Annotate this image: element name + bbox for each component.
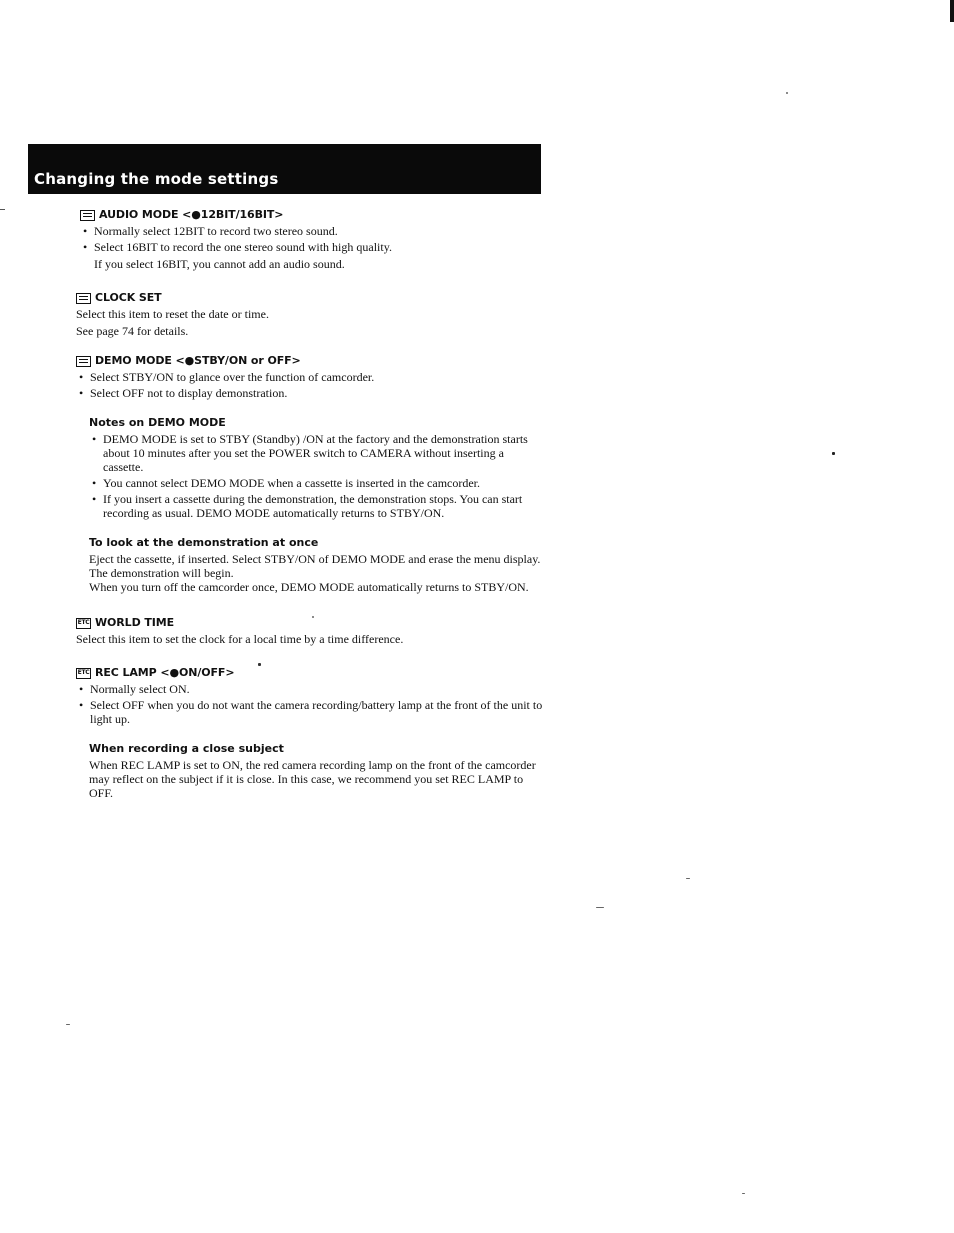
scan-speck [66,1024,70,1025]
demo-mode-section [76,354,546,594]
rec-lamp-list [76,682,546,726]
close-subject-text: When REC LAMP is set to ON, the red camera recording lamp on the front of the camcorder may reflect on the subject if it is close. In this case, we recommend you set REC LAMP to OFF. [89,758,536,800]
list-item: • Select OFF when you do not want the camera recording/battery lamp at the front of the unit to light up. [76,698,546,726]
tape-menu-icon [80,210,95,221]
world-time-heading [76,616,546,630]
setup-menu-icon [76,356,91,367]
scan-speck [832,452,835,455]
close-subject-heading: When recording a close subject [89,742,284,755]
demo-mode-title: DEMO MODE <●STBY/ON or OFF> [95,354,301,367]
clock-set-text: Select this item to reset the date or time. [76,307,269,321]
demo-look-at-once [89,536,546,594]
clock-set-heading [76,291,546,305]
audio-mode-section [80,208,546,271]
scan-speck [312,616,314,618]
demo-notes-heading: Notes on DEMO MODE [89,416,226,429]
clock-set-title: CLOCK SET [95,291,162,304]
rec-lamp-heading [76,666,546,680]
list-item: • You cannot select DEMO MODE when a cassette is inserted in the camcorder. [89,476,546,490]
scan-speck [596,907,604,908]
demo-mode-heading [76,354,546,368]
page-title: Changing the mode settings [34,170,279,188]
rec-lamp-close-subject [89,742,546,800]
clock-set-section [76,291,546,338]
page-edge-mark [950,0,954,22]
audio-mode-note: If you select 16BIT, you cannot add an audio sound. [94,257,345,271]
section-header-bar [28,144,541,194]
etc-menu-icon: ETC [76,668,91,679]
audio-mode-list [80,224,546,254]
scan-speck [786,92,788,94]
demo-look-heading: To look at the demonstration at once [89,536,319,549]
list-item: • DEMO MODE is set to STBY (Standby) /ON at the factory and the demonstration starts about 10 minutes after you set the POWER switch to CAMERA without inserting a cassette. [89,432,546,474]
demo-mode-list [76,370,546,400]
list-item: • Normally select ON. [76,682,546,696]
demo-notes-list [89,432,546,520]
rec-lamp-title: REC LAMP <●ON/OFF> [95,666,235,679]
list-item: • Select OFF not to display demonstration. [76,386,546,400]
list-item: • Select STBY/ON to glance over the function of camcorder. [76,370,546,384]
page-edge-tick [0,209,5,210]
list-item: • Normally select 12BIT to record two stereo sound. [80,224,546,238]
document-body [76,208,546,814]
scan-speck [742,1193,745,1194]
setup-menu-icon [76,293,91,304]
scan-speck [686,878,690,879]
audio-mode-heading [80,208,546,222]
world-time-title: WORLD TIME [95,616,174,629]
world-time-text: Select this item to set the clock for a local time by a time difference. [76,632,404,646]
clock-set-reference: See page 74 for details. [76,324,189,338]
world-time-section [76,616,546,646]
scan-speck [258,663,261,666]
demo-notes [89,416,546,520]
demo-look-text: Eject the cassette, if inserted. Select STBY/ON of DEMO MODE and erase the menu display. The demonstration will begin. [89,552,541,580]
audio-mode-title: AUDIO MODE <●12BIT/16BIT> [99,208,284,221]
list-item: • If you insert a cassette during the demonstration, the demonstration stops. You can start recording as usual. DEMO MODE automatically returns to STBY/ON. [89,492,546,520]
etc-menu-icon: ETC [76,618,91,629]
rec-lamp-section [76,666,546,800]
list-item: • Select 16BIT to record the one stereo sound with high quality. [80,240,546,254]
demo-look-text: When you turn off the camcorder once, DEMO MODE automatically returns to STBY/ON. [89,580,529,594]
